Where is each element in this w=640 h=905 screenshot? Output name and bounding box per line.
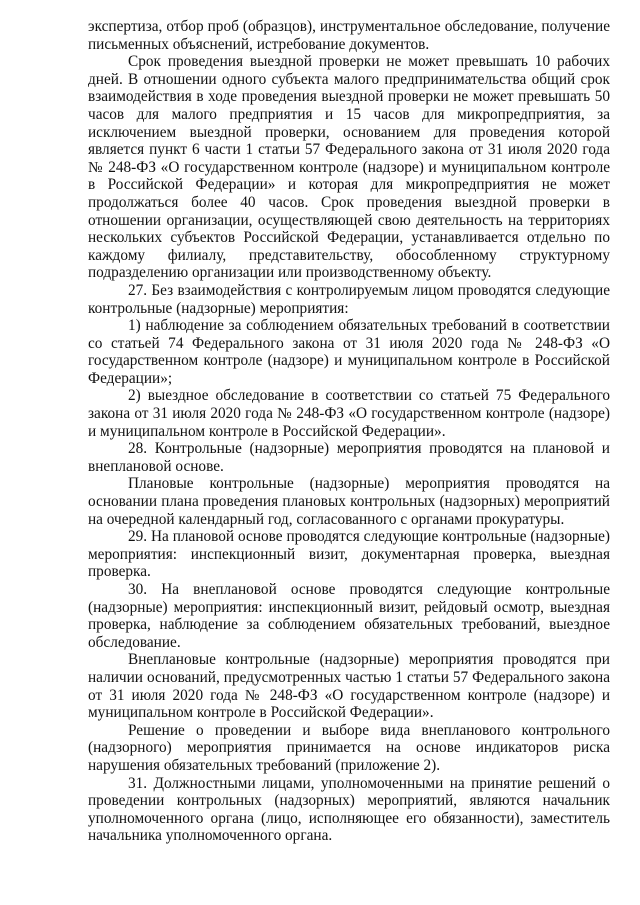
paragraph-item-29: 29. На плановой основе проводятся следующие контрольные (надзорные) мероприятия: инспекционный визит, документарная проверка, выездная проверка. [88, 528, 610, 581]
paragraph-unplanned-measures: Внеплановые контрольные (надзорные) мероприятия проводятся при наличии оснований, предусмотренных частью 1 статьи 57 Федерального закона от 31 июля 2020 года № 248-ФЗ «О государственном контроле (надзоре) и муниципальном контроле в Российской Федерации». [88, 651, 610, 722]
paragraph-item-27-2: 2) выездное обследование в соответствии со статьей 75 Федерального закона от 31 июля 2020 года № 248-ФЗ «О государственном контроле (надзоре) и муниципальном контроле в Российской Федерации». [88, 387, 610, 440]
paragraph-item-27-1: 1) наблюдение за соблюдением обязательных требований в соответствии со статьей 74 Федерального закона от 31 июля 2020 года № 248-ФЗ «О государственном контроле (надзоре) и муниципальном контроле в Российской Федерации»; [88, 317, 610, 387]
paragraph-planned-measures: Плановые контрольные (надзорные) мероприятия проводятся на основании плана проведения плановых контрольных (надзорных) мероприятий на очередной календарный год, согласованного с органами прокуратуры. [88, 475, 610, 528]
paragraph-inspection-duration: Срок проведения выездной проверки не может превышать 10 рабочих дней. В отношении одного субъекта малого предпринимательства общий срок взаимодействия в ходе проведения выездной проверки не может превышать 50 часов для малого предприятия и 15 часов для микропредприятия, за исключением выездной проверки, основанием для проведения которой является пункт 6 части 1 статьи 57 Федерального закона от 31 июля 2020 года № 248-ФЗ «О государственном контроле (надзоре) и муниципальном контроле в Российской Федерации» и которая для микропредприятия не может продолжаться более 40 часов. Срок проведения выездной проверки в отношении организации, осуществляющей свою деятельность на территориях нескольких субъектов Российской Федерации, устанавливается отдельно по каждому филиалу, представительству, обособленному структурному подразделению организации или производственному объекту. [88, 53, 610, 282]
paragraph-unplanned-decision: Решение о проведении и выборе вида внепланового контрольного (надзорного) мероприятия принимается на основе индикаторов риска нарушения обязательных требований (приложение 2). [88, 721, 610, 774]
paragraph-item-27: 27. Без взаимодействия с контролируемым лицом проводятся следующие контрольные (надзорные) мероприятия: [88, 281, 610, 317]
paragraph-continuation: экспертиза, отбор проб (образцов), инструментальное обследование, получение письменных объяснений, истребование документов. [88, 18, 610, 53]
paragraph-item-31: 31. Должностными лицами, уполномоченными на принятие решений о проведении контрольных (надзорных) мероприятий, являются начальник уполномоченного органа (лицо, исполняющее его обязанности), заместитель начальника уполномоченного органа. [88, 774, 610, 845]
paragraph-item-28: 28. Контрольные (надзорные) мероприятия проводятся на плановой и внеплановой основе. [88, 440, 610, 475]
paragraph-item-30: 30. На внеплановой основе проводятся следующие контрольные (надзорные) мероприятия: инспекционный визит, рейдовый осмотр, выездная проверка, наблюдение за соблюдением обязательных требований, выездное обследование. [88, 581, 610, 651]
document-page [88, 18, 610, 845]
